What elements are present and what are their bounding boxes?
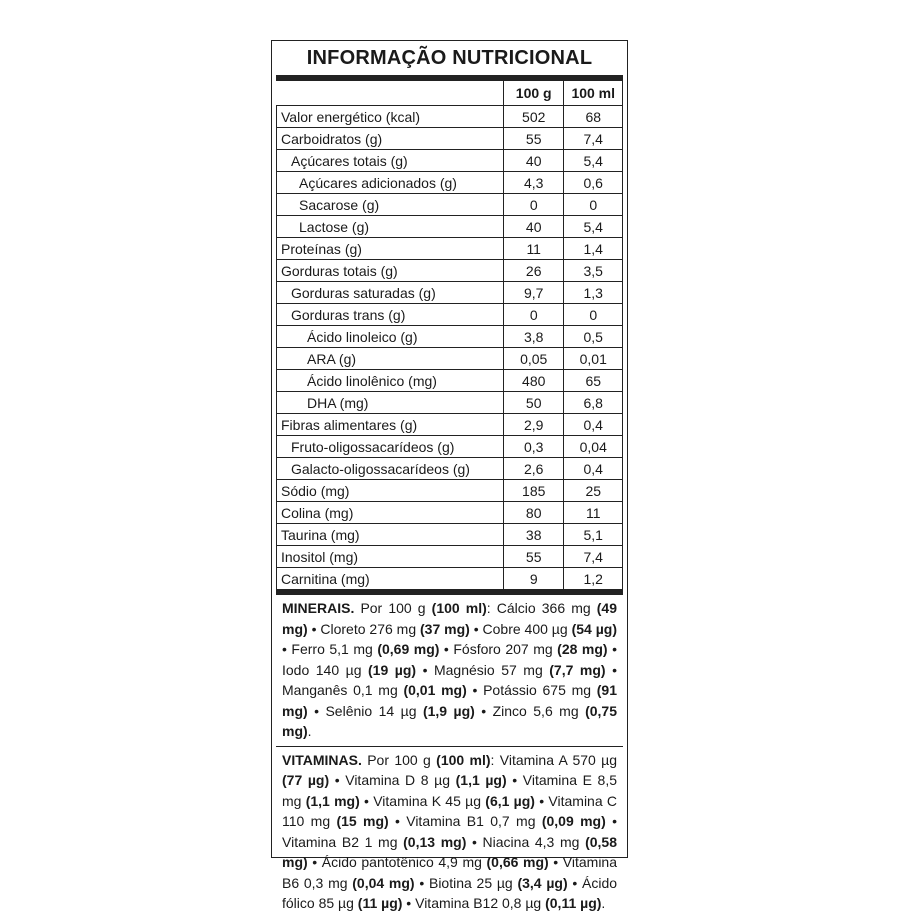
nutrient-label: Carboidratos (g): [277, 128, 504, 150]
value-per-100ml: 0,4: [564, 414, 623, 436]
vitamins-text-segment: (0,09 mg): [541, 813, 606, 829]
value-per-100ml: 25: [564, 480, 623, 502]
header-blank-cell: [277, 81, 504, 106]
value-per-100g: 2,6: [503, 458, 564, 480]
vitamins-text-segment: (0,11 µg): [545, 895, 602, 911]
vitamins-text-segment: (0,66 mg): [486, 854, 549, 870]
minerals-text-segment: • Ferro 5,1 mg: [282, 641, 378, 657]
table-row: [277, 282, 623, 304]
minerals-text-segment: • Manganês 0,1 mg: [282, 661, 617, 698]
nutrient-label: Valor energético (kcal): [277, 106, 504, 128]
value-per-100g: 9: [503, 568, 564, 590]
value-per-100g: 502: [503, 106, 564, 128]
value-per-100g: 4,3: [503, 172, 564, 194]
table-row: [277, 392, 623, 414]
nutrient-label: Fruto-oligossacarídeos (g): [277, 436, 504, 458]
vitamins-text-segment: • Vitamina B1 0,7 mg: [388, 813, 542, 829]
table-row: [277, 348, 623, 370]
minerals-text-segment: (0,75 mg): [282, 702, 617, 739]
vitamins-text-segment: (100 ml): [436, 751, 491, 768]
table-header-row: [277, 81, 623, 106]
minerals-text-segment: (0,69 mg): [377, 641, 440, 657]
value-per-100ml: 0,04: [564, 436, 623, 458]
value-per-100ml: 1,4: [564, 238, 623, 260]
vitamins-heading: VITAMINAS.: [282, 751, 362, 768]
nutrient-label: Inositol (mg): [277, 546, 504, 568]
nutrient-rows: [277, 106, 623, 590]
vitamins-text-segment: (1,1 µg): [455, 772, 507, 788]
nutrient-label: ARA (g): [277, 348, 504, 370]
minerals-text-segment: : Cálcio 366 mg: [486, 600, 597, 616]
minerals-text-segment: (91 mg): [282, 682, 617, 719]
table-row: [277, 106, 623, 128]
nutrient-label: Ácido linolênico (mg): [277, 370, 504, 392]
minerals-text-segment: .: [307, 723, 312, 739]
vitamins-text-segment: • Vitamina E 8,5 mg: [282, 772, 617, 809]
minerals-text-segment: (49 mg): [282, 600, 617, 637]
value-per-100ml: 5,1: [564, 524, 623, 546]
value-per-100g: 55: [503, 546, 564, 568]
value-per-100ml: 0: [564, 194, 623, 216]
vitamins-text-segment: : Vitamina A 570 µg: [490, 751, 617, 768]
nutrient-label: Carnitina (mg): [277, 568, 504, 590]
nutrient-label: Fibras alimentares (g): [277, 414, 504, 436]
value-per-100g: 26: [503, 260, 564, 282]
minerals-text-segment: • Magnésio 57 mg: [416, 661, 550, 678]
value-per-100g: 2,9: [503, 414, 564, 436]
minerals-text-segment: • Zinco 5,6 mg: [474, 702, 586, 719]
vitamins-text-segment: (6,1 µg): [485, 792, 535, 809]
table-row: [277, 172, 623, 194]
table-row: [277, 150, 623, 172]
value-per-100g: 9,7: [503, 282, 564, 304]
table-row: [277, 304, 623, 326]
value-per-100ml: 3,5: [564, 260, 623, 282]
nutrient-label: Sódio (mg): [277, 480, 504, 502]
value-per-100g: 0: [503, 194, 564, 216]
vitamins-text-segment: (0,58 mg): [282, 833, 617, 870]
nutrient-label: Taurina (mg): [277, 524, 504, 546]
value-per-100g: 0,3: [503, 436, 564, 458]
table-row: [277, 260, 623, 282]
column-header-100ml: 100 ml: [564, 81, 623, 106]
table-row: [277, 480, 623, 502]
value-per-100g: 50: [503, 392, 564, 414]
minerals-text-segment: (0,01 mg): [403, 682, 467, 698]
vitamins-text-segment: (1,1 mg): [305, 792, 360, 809]
value-per-100ml: 1,2: [564, 568, 623, 590]
minerals-text-segment: (1,9 µg): [422, 702, 475, 719]
minerals-text-segment: • Iodo 140 µg: [282, 641, 618, 678]
vitamins-text-segment: • Niacina 4,3 mg: [466, 833, 586, 850]
nutrition-facts-panel: [271, 40, 628, 911]
value-per-100ml: 68: [564, 106, 623, 128]
nutrient-label: Lactose (g): [277, 216, 504, 238]
value-per-100g: 0: [503, 304, 564, 326]
minerals-text-segment: • Fósforo 207 mg: [439, 641, 558, 657]
value-per-100ml: 1,3: [564, 282, 623, 304]
vitamins-text-segment: • Vitamina B2 1 mg: [282, 813, 618, 850]
minerals-text-segment: (54 µg): [571, 620, 617, 637]
minerals-text-segment: (7,7 mg): [549, 661, 606, 678]
value-per-100g: 40: [503, 216, 564, 238]
nutrient-label: Sacarose (g): [277, 194, 504, 216]
table-row: [277, 524, 623, 546]
minerals-text-segment: • Potássio 675 mg: [466, 682, 597, 698]
value-per-100ml: 7,4: [564, 128, 623, 150]
table-row: [277, 216, 623, 238]
table-row: [277, 502, 623, 524]
vitamins-text-segment: • Ácido fólico 85 µg: [282, 874, 618, 911]
vitamins-text-segment: • Vitamina C 110 mg: [282, 792, 618, 829]
table-row: [277, 194, 623, 216]
nutrient-label: Gorduras totais (g): [277, 260, 504, 282]
value-per-100ml: 5,4: [564, 150, 623, 172]
value-per-100g: 40: [503, 150, 564, 172]
vitamins-text-segment: Por 100 g: [367, 751, 437, 768]
value-per-100ml: 7,4: [564, 546, 623, 568]
vitamins-text-segment: • Vitamina B12 0,8 µg: [402, 895, 546, 911]
nutrient-label: Colina (mg): [277, 502, 504, 524]
value-per-100ml: 6,8: [564, 392, 623, 414]
nutrient-label: DHA (mg): [277, 392, 504, 414]
nutrient-label: Gorduras trans (g): [277, 304, 504, 326]
minerals-text-segment: (37 mg): [420, 620, 470, 637]
vitamins-text-segment: (11 µg): [357, 895, 403, 911]
table-row: [277, 458, 623, 480]
table-row: [277, 546, 623, 568]
minerals-text-segment: • Cloreto 276 mg: [307, 620, 421, 637]
table-row: [277, 238, 623, 260]
value-per-100ml: 0,01: [564, 348, 623, 370]
minerals-text-segment: (100 ml): [431, 600, 487, 616]
value-per-100ml: 5,4: [564, 216, 623, 238]
minerals-text-segment: (28 mg): [557, 641, 608, 657]
minerals-paragraph: [276, 595, 623, 746]
vitamins-text-segment: (3,4 µg): [517, 874, 568, 891]
vitamins-text-segment: • Ácido pantotênico 4,9 mg: [307, 854, 487, 870]
value-per-100g: 0,05: [503, 348, 564, 370]
minerals-text-segment: • Selênio 14 µg: [307, 702, 423, 719]
vitamins-text-segment: (77 µg): [282, 772, 330, 788]
value-per-100g: 480: [503, 370, 564, 392]
nutrient-label: Açúcares adicionados (g): [277, 172, 504, 194]
minerals-text-segment: • Cobre 400 µg: [469, 620, 572, 637]
value-per-100g: 80: [503, 502, 564, 524]
vitamins-text-segment: • Vitamina K 45 µg: [359, 792, 486, 809]
column-header-100g: 100 g: [503, 81, 564, 106]
nutrient-label: Proteínas (g): [277, 238, 504, 260]
nutrient-label: Gorduras saturadas (g): [277, 282, 504, 304]
nutrient-label: Açúcares totais (g): [277, 150, 504, 172]
vitamins-text-segment: (15 mg): [336, 813, 389, 829]
vitamins-paragraph: [276, 747, 623, 918]
panel-title: INFORMAÇÃO NUTRICIONAL: [306, 47, 593, 69]
vitamins-text-segment: (0,13 mg): [403, 833, 467, 850]
nutrient-label: Ácido linoleico (g): [277, 326, 504, 348]
vitamins-text-segment: • Vitamina B6 0,3 mg: [282, 854, 618, 891]
value-per-100g: 185: [503, 480, 564, 502]
vitamins-text-segment: (0,04 mg): [352, 874, 415, 891]
table-row: [277, 436, 623, 458]
table-row: [277, 326, 623, 348]
vitamins-text-segment: .: [601, 895, 606, 911]
value-per-100ml: 0,6: [564, 172, 623, 194]
minerals-text-segment: Por 100 g: [360, 600, 432, 616]
table-row: [277, 128, 623, 150]
value-per-100ml: 0: [564, 304, 623, 326]
table-row: [277, 370, 623, 392]
nutrient-label: Galacto-oligossacarídeos (g): [277, 458, 504, 480]
value-per-100ml: 0,5: [564, 326, 623, 348]
vitamins-text-segment: • Biotina 25 µg: [414, 874, 518, 891]
value-per-100g: 38: [503, 524, 564, 546]
value-per-100g: 3,8: [503, 326, 564, 348]
minerals-heading: MINERAIS.: [282, 600, 355, 616]
table-row: [277, 414, 623, 436]
value-per-100ml: 65: [564, 370, 623, 392]
minerals-text-segment: (19 µg): [368, 661, 417, 678]
value-per-100ml: 11: [564, 502, 623, 524]
vitamins-text-segment: • Vitamina D 8 µg: [329, 772, 456, 788]
value-per-100g: 55: [503, 128, 564, 150]
value-per-100ml: 0,4: [564, 458, 623, 480]
value-per-100g: 11: [503, 238, 564, 260]
table-row: [277, 568, 623, 590]
nutrition-table: [276, 81, 623, 590]
